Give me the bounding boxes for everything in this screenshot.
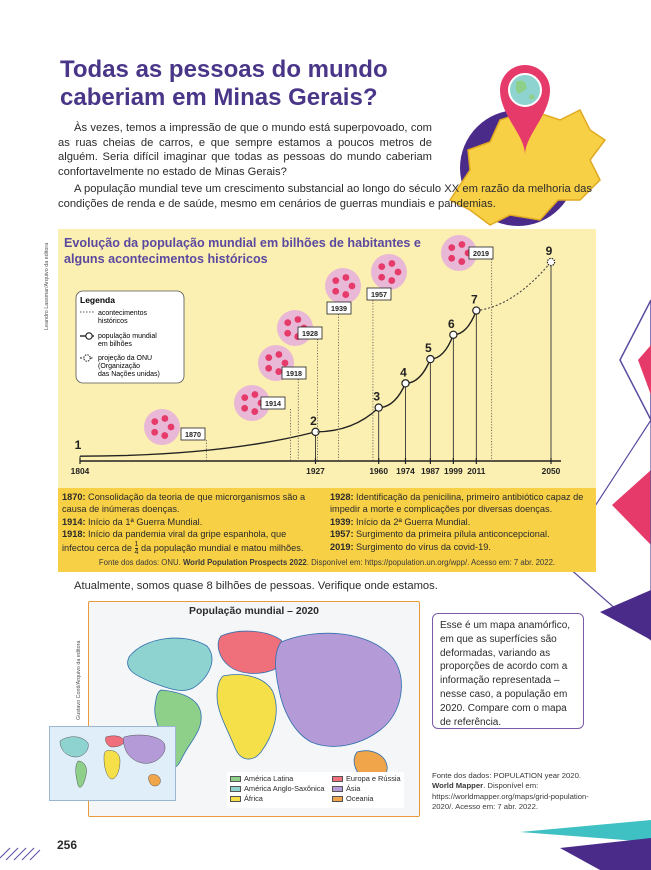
x-tick-label-2011: 2011 bbox=[467, 466, 486, 476]
legend-swatch bbox=[332, 786, 343, 792]
note-1914: 1914: Início da 1ª Guerra Mundial. bbox=[62, 516, 203, 527]
icon-detail-1957-3 bbox=[378, 263, 385, 270]
note-1870: 1870: Consolidação da teoria de que microrganismos são a causa de inúmeras doenças. bbox=[62, 492, 306, 515]
paragraph-1: Às vezes, temos a impressão de que o mundo está superpovoado, com as ruas cheias de carros, e que sempre estamos a poucos metros de alguém. Seria difícil imaginar que todas as pessoas do mundo caberiam confortavelmente no estado de Minas Gerais? bbox=[58, 122, 432, 178]
icon-detail-2019-4 bbox=[458, 241, 465, 248]
value-label-2050: 9 bbox=[545, 244, 553, 258]
data-point-2050 bbox=[547, 258, 554, 265]
icon-detail-2019-1 bbox=[458, 258, 465, 265]
value-label-2011: 7 bbox=[470, 292, 478, 307]
legend-label: Europa e Rússia bbox=[346, 774, 401, 783]
icon-detail-1870-3 bbox=[151, 418, 158, 425]
map-legend-item bbox=[332, 794, 407, 803]
airplane-icon bbox=[325, 268, 361, 304]
x-tick-label-1927: 1927 bbox=[306, 466, 325, 476]
note-2019: 2019: Surgimento do vírus da covid-19. bbox=[330, 541, 491, 552]
icon-detail-1918-3 bbox=[265, 354, 272, 361]
page-title: Todas as pessoas do mundo caberiam em Minas Gerais? bbox=[60, 56, 388, 111]
icon-detail-1928-4 bbox=[294, 316, 301, 323]
x-tick-label-1804: 1804 bbox=[70, 466, 90, 476]
note-1918: 1918: Início da pandemia viral da gripe espanhola, que infectou cerca de $\frac{1}{4}$ da população mundial e matou milhões. bbox=[62, 529, 304, 556]
chart-legend bbox=[76, 291, 184, 383]
pill-pack-icon bbox=[371, 254, 407, 290]
data-point-1927 bbox=[312, 428, 319, 435]
note-1957: 1957: Surgimento da primeira pílula anticoncepcional. bbox=[330, 529, 550, 540]
fraction-one-quarter: $\frac{1}{4}$ bbox=[134, 540, 139, 556]
reference-map bbox=[49, 726, 176, 801]
population-chart bbox=[58, 229, 596, 488]
map-intro-text: Atualmente, somos quase 8 bilhões de pessoas. Verifique onde estamos. bbox=[74, 580, 438, 592]
legend-swatch bbox=[230, 786, 241, 792]
icon-detail-1918-2 bbox=[265, 365, 272, 372]
map-source: Fonte dos dados: POPULATION year 2020. World Mapper. Disponível em: https://worldmapper.org/maps/grid-population-2020/. Acesso em: 7 abr. 2022. bbox=[432, 771, 589, 812]
event-year-label-1918: 1918 bbox=[286, 369, 302, 378]
legend-swatch bbox=[230, 796, 241, 802]
icon-detail-1914-4 bbox=[251, 391, 258, 398]
legend-label: Oceania bbox=[346, 794, 374, 803]
x-tick-label-1974: 1974 bbox=[396, 466, 415, 476]
hatch-bottom-left bbox=[0, 848, 40, 860]
anglo-america-region bbox=[128, 638, 212, 690]
value-label-1987: 5 bbox=[425, 341, 432, 356]
map-legend-item bbox=[230, 774, 332, 783]
africa-region bbox=[217, 675, 276, 760]
projection-line bbox=[476, 262, 551, 311]
chart-source: Fonte dos dados: ONU. World Population Prospects 2022. Disponível em: https://population.un.org/wpp/. Acesso em: 7 abr. 2022. bbox=[98, 558, 556, 567]
legend-swatch bbox=[230, 776, 241, 782]
icon-detail-1928-3 bbox=[284, 319, 291, 326]
value-label-1804: 1 bbox=[74, 438, 82, 453]
icon-detail-1939-1 bbox=[342, 291, 349, 298]
map-title: População mundial – 2020 bbox=[189, 606, 319, 617]
icon-detail-1914-3 bbox=[241, 394, 248, 401]
reference-world-map bbox=[50, 727, 175, 800]
asia-region bbox=[276, 633, 402, 746]
legend-label: América Anglo-Saxônica bbox=[244, 784, 325, 793]
value-label-1974: 4 bbox=[400, 365, 407, 380]
icon-detail-1939-0 bbox=[349, 283, 356, 290]
legend-population-label: população mundial em bilhões bbox=[98, 333, 157, 348]
x-tick-label-1999: 1999 bbox=[444, 466, 463, 476]
legend-events-label: acontecimentos históricos bbox=[98, 310, 148, 325]
page-number: 256 bbox=[57, 838, 78, 852]
teal-shape-bottom bbox=[520, 820, 651, 842]
icon-detail-1928-2 bbox=[284, 330, 291, 337]
legend-label: América Latina bbox=[244, 774, 294, 783]
icon-detail-2019-2 bbox=[448, 255, 455, 262]
value-label-1927: 2 bbox=[310, 413, 317, 428]
x-tick-label-1987: 1987 bbox=[421, 466, 440, 476]
purple-triangle-right bbox=[600, 590, 651, 640]
event-year-label-2019: 2019 bbox=[473, 249, 489, 258]
legend-label: África bbox=[244, 794, 263, 803]
paragraph-2: A população mundial teve um crescimento substancial ao longo do século XX em razão da melhoria das condições de renda e de saúde, mesmo em cenários de guerras mundiais e pandemias. bbox=[58, 183, 592, 210]
map-legend-item bbox=[332, 784, 407, 793]
legend-heading: Legenda bbox=[80, 295, 115, 305]
icon-detail-2019-3 bbox=[448, 244, 455, 251]
icon-detail-1957-4 bbox=[388, 260, 395, 267]
value-label-1999: 6 bbox=[448, 316, 455, 331]
icon-detail-1957-2 bbox=[378, 274, 385, 281]
icon-detail-1870-4 bbox=[161, 415, 168, 422]
event-year-label-1870: 1870 bbox=[185, 430, 201, 439]
icon-detail-1939-3 bbox=[332, 277, 339, 284]
pink-triangle-right bbox=[638, 345, 651, 395]
icon-detail-1918-0 bbox=[282, 360, 289, 367]
legend-projection-label: projeção da ONU (Organização das Nações unidas) bbox=[98, 355, 160, 378]
icon-detail-1870-1 bbox=[161, 432, 168, 439]
note-1939: 1939: Início da 2ª Guerra Mundial. bbox=[330, 516, 471, 527]
legend-label: Ásia bbox=[346, 784, 361, 793]
map-legend-item bbox=[230, 794, 332, 803]
icon-detail-1918-1 bbox=[275, 368, 282, 375]
icon-detail-1870-0 bbox=[168, 424, 175, 431]
europe-russia-region bbox=[218, 631, 285, 673]
x-tick-label-1960: 1960 bbox=[369, 466, 389, 476]
map-legend-item bbox=[230, 784, 332, 793]
pink-triangle-right-lower bbox=[612, 470, 651, 545]
data-point-1987 bbox=[427, 355, 434, 362]
data-point-2011 bbox=[473, 307, 480, 314]
x-tick-label-2050: 2050 bbox=[541, 466, 561, 476]
data-point-1974 bbox=[402, 380, 409, 387]
map-legend-item bbox=[332, 774, 407, 783]
icon-detail-1914-1 bbox=[251, 408, 258, 415]
icon-detail-1918-4 bbox=[275, 351, 282, 358]
event-year-label-1957: 1957 bbox=[371, 290, 387, 299]
value-label-1960: 3 bbox=[373, 389, 381, 404]
chart-credit: Leandro Lassmar/Arquivo da editora bbox=[44, 242, 50, 330]
legend-swatch bbox=[332, 796, 343, 802]
data-point-1999 bbox=[450, 331, 457, 338]
note-1928: 1928: Identificação da penicilina, primeiro antibiótico capaz de impedir a morte e complicações por diversas doenças. bbox=[330, 492, 584, 515]
map-credit: Gustavo Conti/Arquivo da editora bbox=[76, 640, 82, 720]
notes-right-column bbox=[330, 491, 592, 553]
icon-detail-1939-2 bbox=[332, 288, 339, 295]
purple-shape-bottom bbox=[560, 838, 651, 870]
event-year-label-1939: 1939 bbox=[331, 304, 347, 313]
icon-detail-1870-2 bbox=[151, 429, 158, 436]
chart-title: Evolução da população mundial em bilhões de habitantes e alguns acontecimentos históricos bbox=[64, 236, 421, 266]
info-box: Esse é um mapa anamórfico, em que as superfícies são deformadas, variando as proporções de acordo com a informação representada – nesse caso, a população em 2020. Compare com o mapa de referência. bbox=[432, 613, 584, 729]
icon-detail-1957-1 bbox=[388, 277, 395, 284]
icon-detail-1957-0 bbox=[395, 269, 402, 276]
map-legend bbox=[227, 772, 404, 808]
event-year-label-1914: 1914 bbox=[265, 399, 281, 408]
icon-detail-1939-4 bbox=[342, 274, 349, 281]
notes-left-column bbox=[62, 491, 320, 556]
icon-detail-1914-2 bbox=[241, 405, 248, 412]
legend-swatch bbox=[332, 776, 343, 782]
microorganism-icon bbox=[144, 409, 180, 445]
event-year-label-1928: 1928 bbox=[302, 329, 318, 338]
data-point-1960 bbox=[375, 404, 382, 411]
